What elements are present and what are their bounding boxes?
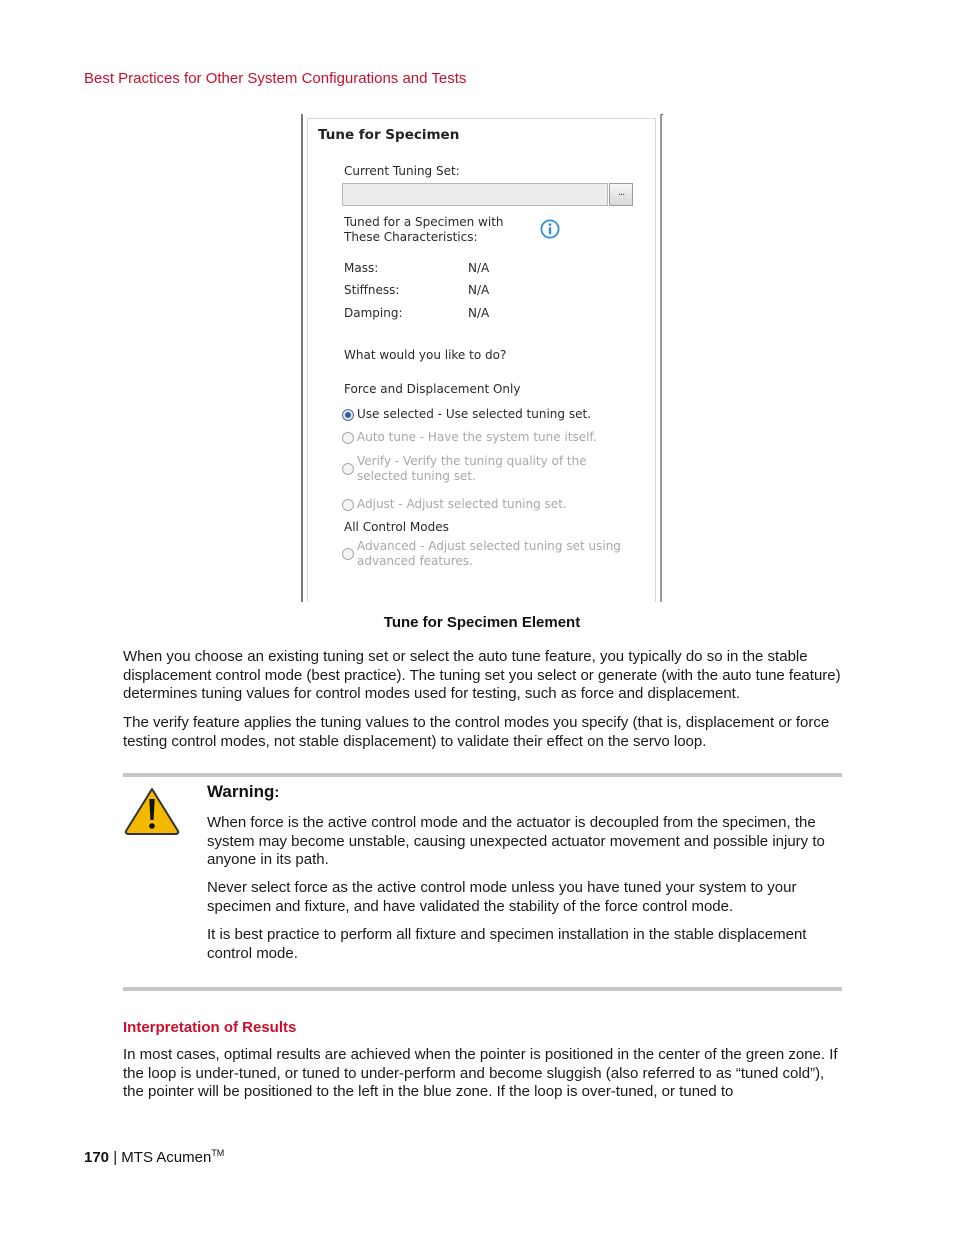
tuned-for-line1: Tuned for a Specimen with [344, 215, 504, 229]
damping-label: Damping: [344, 306, 403, 320]
radio-advanced[interactable] [342, 548, 354, 560]
body-paragraph-3: In most cases, optimal results are achieved when the pointer is positioned in the center of the green zone. If the loop is under-tuned, or tuned to under-perform and become sluggish (also referred to as “tuned cold”), the pointer will be positioned to the left in the blue zone. If the loop is over-tuned, or tuned to [123, 1046, 838, 1100]
footer-separator: | [113, 1149, 118, 1166]
warning-paragraph-2: Never select force as the active control mode unless you have tuned your system to your specimen and fixture, and have validated the stability of the force control mode. [207, 879, 797, 915]
running-header: Best Practices for Other System Configurations and Tests [84, 70, 467, 87]
product-name: MTS Acumen [121, 1149, 212, 1166]
body-paragraph-1: When you choose an existing tuning set or select the auto tune feature, you typically do so in the stable displacement control mode (best practice). The tuning set you select or generate (with the auto tune feature) determines tuning values for control modes used for testing, such as force and displacement. [123, 648, 841, 702]
current-tuning-label: Current Tuning Set: [344, 164, 460, 178]
stiffness-label: Stiffness: [344, 283, 400, 297]
tune-for-specimen-panel [301, 114, 662, 602]
body-paragraph-2: The verify feature applies the tuning values to the control modes you specify (that is, displacement or force testing control modes, not stable displacement) to validate their effect on the servo loop. [123, 714, 830, 750]
option-verify-line1[interactable]: Verify - Verify the tuning quality of the [357, 454, 587, 468]
radio-auto-tune[interactable] [342, 432, 354, 444]
option-use-selected[interactable]: Use selected - Use selected tuning set. [357, 407, 591, 421]
radio-verify[interactable] [342, 463, 354, 475]
warning-icon [123, 786, 181, 836]
mass-label: Mass: [344, 261, 379, 275]
panel-title: Tune for Specimen [318, 127, 460, 143]
current-tuning-field[interactable] [342, 183, 608, 206]
figure-caption: Tune for Specimen Element [383, 614, 581, 631]
stiffness-value: N/A [468, 283, 490, 297]
page-number: 170 [84, 1149, 110, 1166]
damping-value: N/A [468, 306, 490, 320]
warning-paragraph-3: It is best practice to perform all fixture and specimen installation in the stable displacement control mode. [207, 926, 807, 962]
radio-use-selected[interactable] [342, 409, 354, 421]
group-all-control-modes: All Control Modes [344, 520, 449, 534]
radio-adjust[interactable] [342, 499, 354, 511]
trademark-symbol: TM [211, 1148, 225, 1158]
option-verify-line2[interactable]: selected tuning set. [357, 469, 476, 483]
warning-title [207, 782, 279, 802]
option-auto-tune[interactable]: Auto tune - Have the system tune itself. [357, 430, 597, 444]
warning-top-rule [123, 773, 842, 777]
warning-bottom-rule [123, 987, 842, 991]
section-heading: Interpretation of Results [123, 1019, 297, 1036]
browse-button[interactable]: ... [609, 183, 633, 206]
option-advanced-line2[interactable]: advanced features. [357, 554, 473, 568]
option-adjust[interactable]: Adjust - Adjust selected tuning set. [357, 497, 567, 511]
info-icon[interactable] [540, 219, 560, 239]
warning-paragraph-1: When force is the active control mode and the actuator is decoupled from the specimen, the system may become unstable, causing unexpected actuator movement and possible injury to anyone in its path. [207, 814, 825, 868]
panel-frame [307, 118, 656, 602]
page-footer [84, 1148, 224, 1166]
question-text: What would you like to do? [344, 348, 507, 362]
warning-title-text: Warning [207, 782, 275, 801]
option-advanced-line1[interactable]: Advanced - Adjust selected tuning set using [357, 539, 621, 553]
group-force-displacement: Force and Displacement Only [344, 382, 521, 396]
warning-title-colon: : [274, 784, 280, 801]
tuned-for-line2: These Characteristics: [344, 230, 478, 244]
mass-value: N/A [468, 261, 490, 275]
